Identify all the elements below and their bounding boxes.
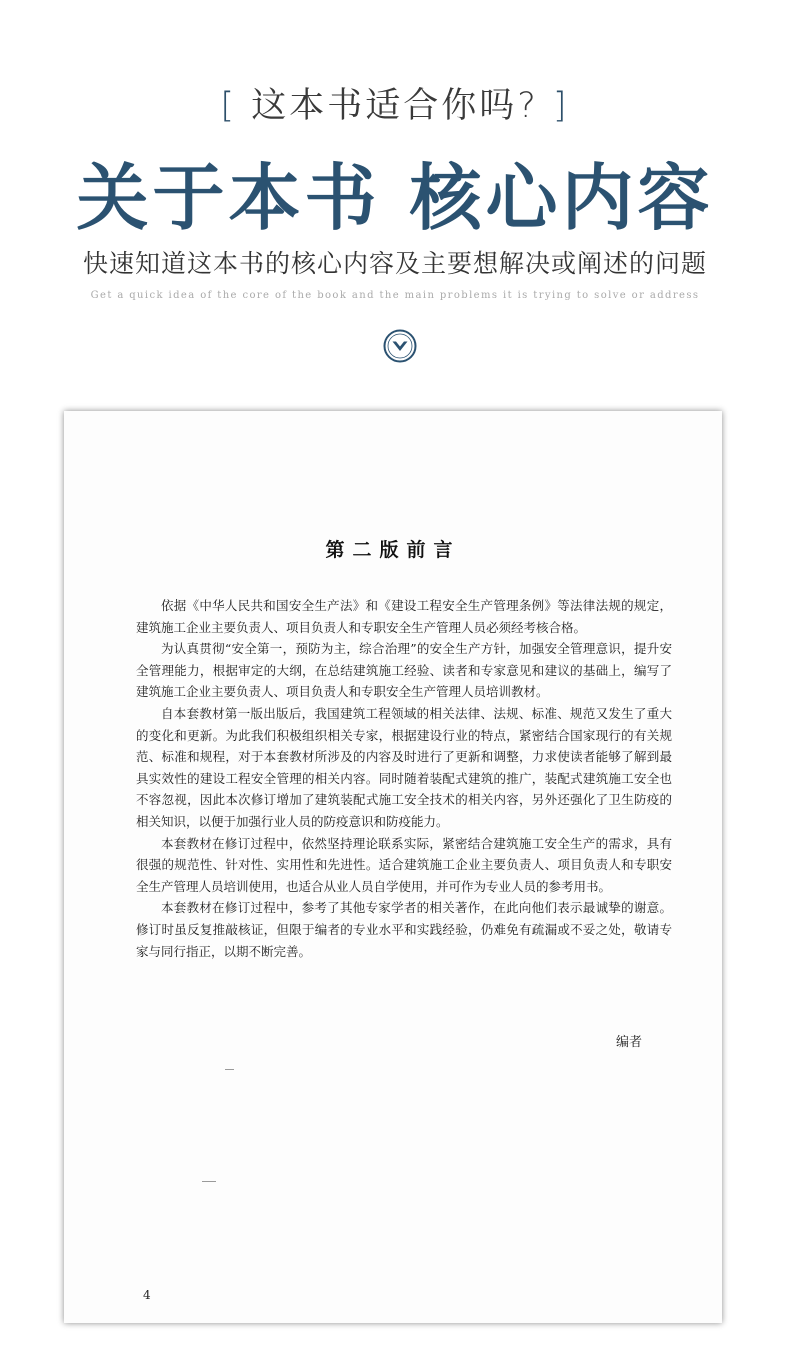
bracket-right: ] [552,86,570,126]
paragraph: 自本套教材第一版出版后，我国建筑工程领域的相关法律、法规、标准、规范又发生了重大的变化和更新。为此我们积极组织相关专家，根据建设行业的特点，紧密结合国家现行的有关规范、标准和规程，对于本套教材所涉及的内容及时进行了更新和调整，力求使读者能够了解到最具实效性的建设工程安全管理的相关内容。同时随着装配式建筑的推广，装配式建筑施工安全也不容忽视，因此本次修订增加了建筑装配式施工安全技术的相关内容，另外还强化了卫生防疫的相关知识，以便于加强行业人员的防疫意识和防疫能力。 [136,705,672,829]
document-signature: 编者 [616,1035,643,1050]
page-number: 4 [143,1288,151,1302]
main-title: 关于本书 核心内容 [76,155,714,240]
paper-speck [225,1069,234,1070]
chevron-down-circle-icon[interactable] [383,329,417,363]
bracket-left: [ [220,86,238,126]
question-text: 这本书适合你吗? [251,86,539,126]
document-page [64,411,722,1323]
paragraph: 本套教材在修订过程中，依然坚持理论联系实际，紧密结合建筑施工安全生产的需求，具有很强的规范性、针对性、实用性和先进性。适合建筑施工企业主要负责人、项目负责人和专职安全生产管理人员培训使用，也适合从业人员自学使用，并可作为专业人员的参考用书。 [136,835,672,894]
paragraph: 本套教材在修订过程中，参考了其他专家学者的相关著作，在此向他们表示最诚挚的谢意。修订时虽反复推敲核证，但限于编者的专业水平和实践经验，仍难免有疏漏或不妥之处，敬请专家与同行指正，以期不断完善。 [136,900,672,959]
document-title: 第二版前言 [325,539,461,561]
paragraph: 为认真贯彻“安全第一，预防为主，综合治理”的安全生产方针，加强安全管理意识，提升安全管理能力，根据审定的大纲，在总结建筑施工经验、读者和专家意见和建议的基础上，编写了建筑施工企业主要负责人、项目负责人和专职安全生产管理人员培训教材。 [136,641,672,700]
subtitle-english: Get a quick idea of the core of the book and the main problems it is trying to solve or address [90,290,700,301]
section-question-heading [0,78,790,128]
document-body [136,595,672,962]
paper-speck [202,1181,216,1182]
paragraph: 依据《中华人民共和国安全生产法》和《建设工程安全生产管理条例》等法律法规的规定，建筑施工企业主要负责人、项目负责人和专职安全生产管理人员必须经考核合格。 [136,598,672,635]
subtitle-chinese: 快速知道这本书的核心内容及主要想解决或阐述的问题 [82,249,707,278]
